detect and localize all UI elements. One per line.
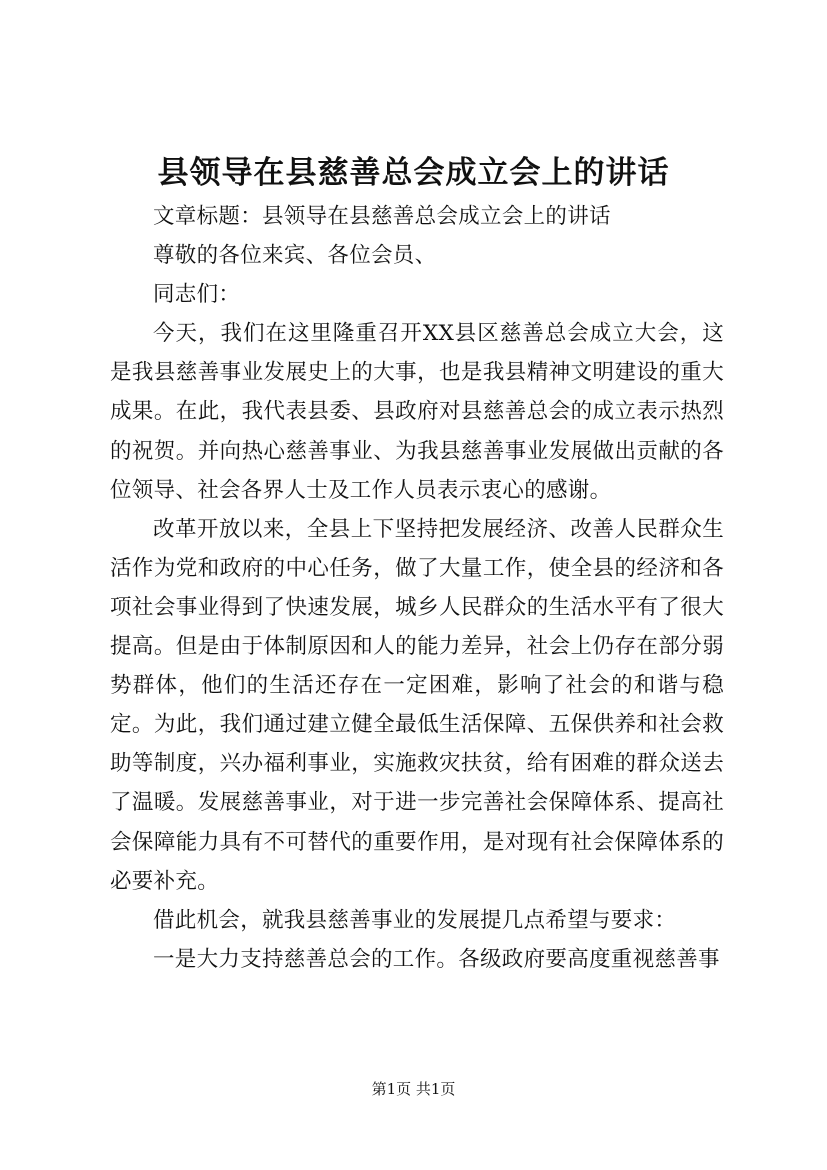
salutation-line-2: 同志们： xyxy=(153,282,241,308)
article-title-line: 文章标题：县领导在县慈善总会成立会上的讲话 xyxy=(153,204,611,229)
page-footer: 第1页 共1页 xyxy=(371,1080,456,1098)
paragraph-requirement-1: 一是大力支持慈善总会的工作。各级政府要高度重视慈善事 xyxy=(153,946,720,972)
document-body xyxy=(110,197,724,979)
paragraph-requirements-intro: 借此机会，就我县慈善事业的发展提几点希望与要求： xyxy=(153,907,677,933)
document-title: 县领导在县慈善总会成立会上的讲话 xyxy=(157,155,670,191)
paragraph-opening: 今天，我们在这里隆重召开XX县区慈善总会成立大会，这是我县慈善事业发展史上的大事，也是我县精神文明建设的重大成果。在此，我代表县委、县政府对县慈善总会的成立表示热烈的祝贺。并向热心慈善事业、为我县慈善事业发展做出贡献的各位领导、社会各界人士及工作人员表示衷心的感谢。 xyxy=(110,321,724,503)
salutation-line: 尊敬的各位来宾、各位会员、 xyxy=(153,243,437,269)
paragraph-background: 改革开放以来，全县上下坚持把发展经济、改善人民群众生活作为党和政府的中心任务，做了大量工作，使全县的经济和各项社会事业得到了快速发展，城乡人民群众的生活水平有了很大提高。但是由于体制原因和人的能力差异，社会上仍存在部分弱势群体，他们的生活还存在一定困难，影响了社会的和谐与稳定。为此，我们通过建立健全最低生活保障、五保供养和社会救助等制度，兴办福利事业，实施救灾扶贫，给有困难的群众送去了温暖。发展慈善事业，对于进一步完善社会保障体系、提高社会保障能力具有不可替代的重要作用，是对现有社会保障体系的必要补充。 xyxy=(110,516,724,894)
